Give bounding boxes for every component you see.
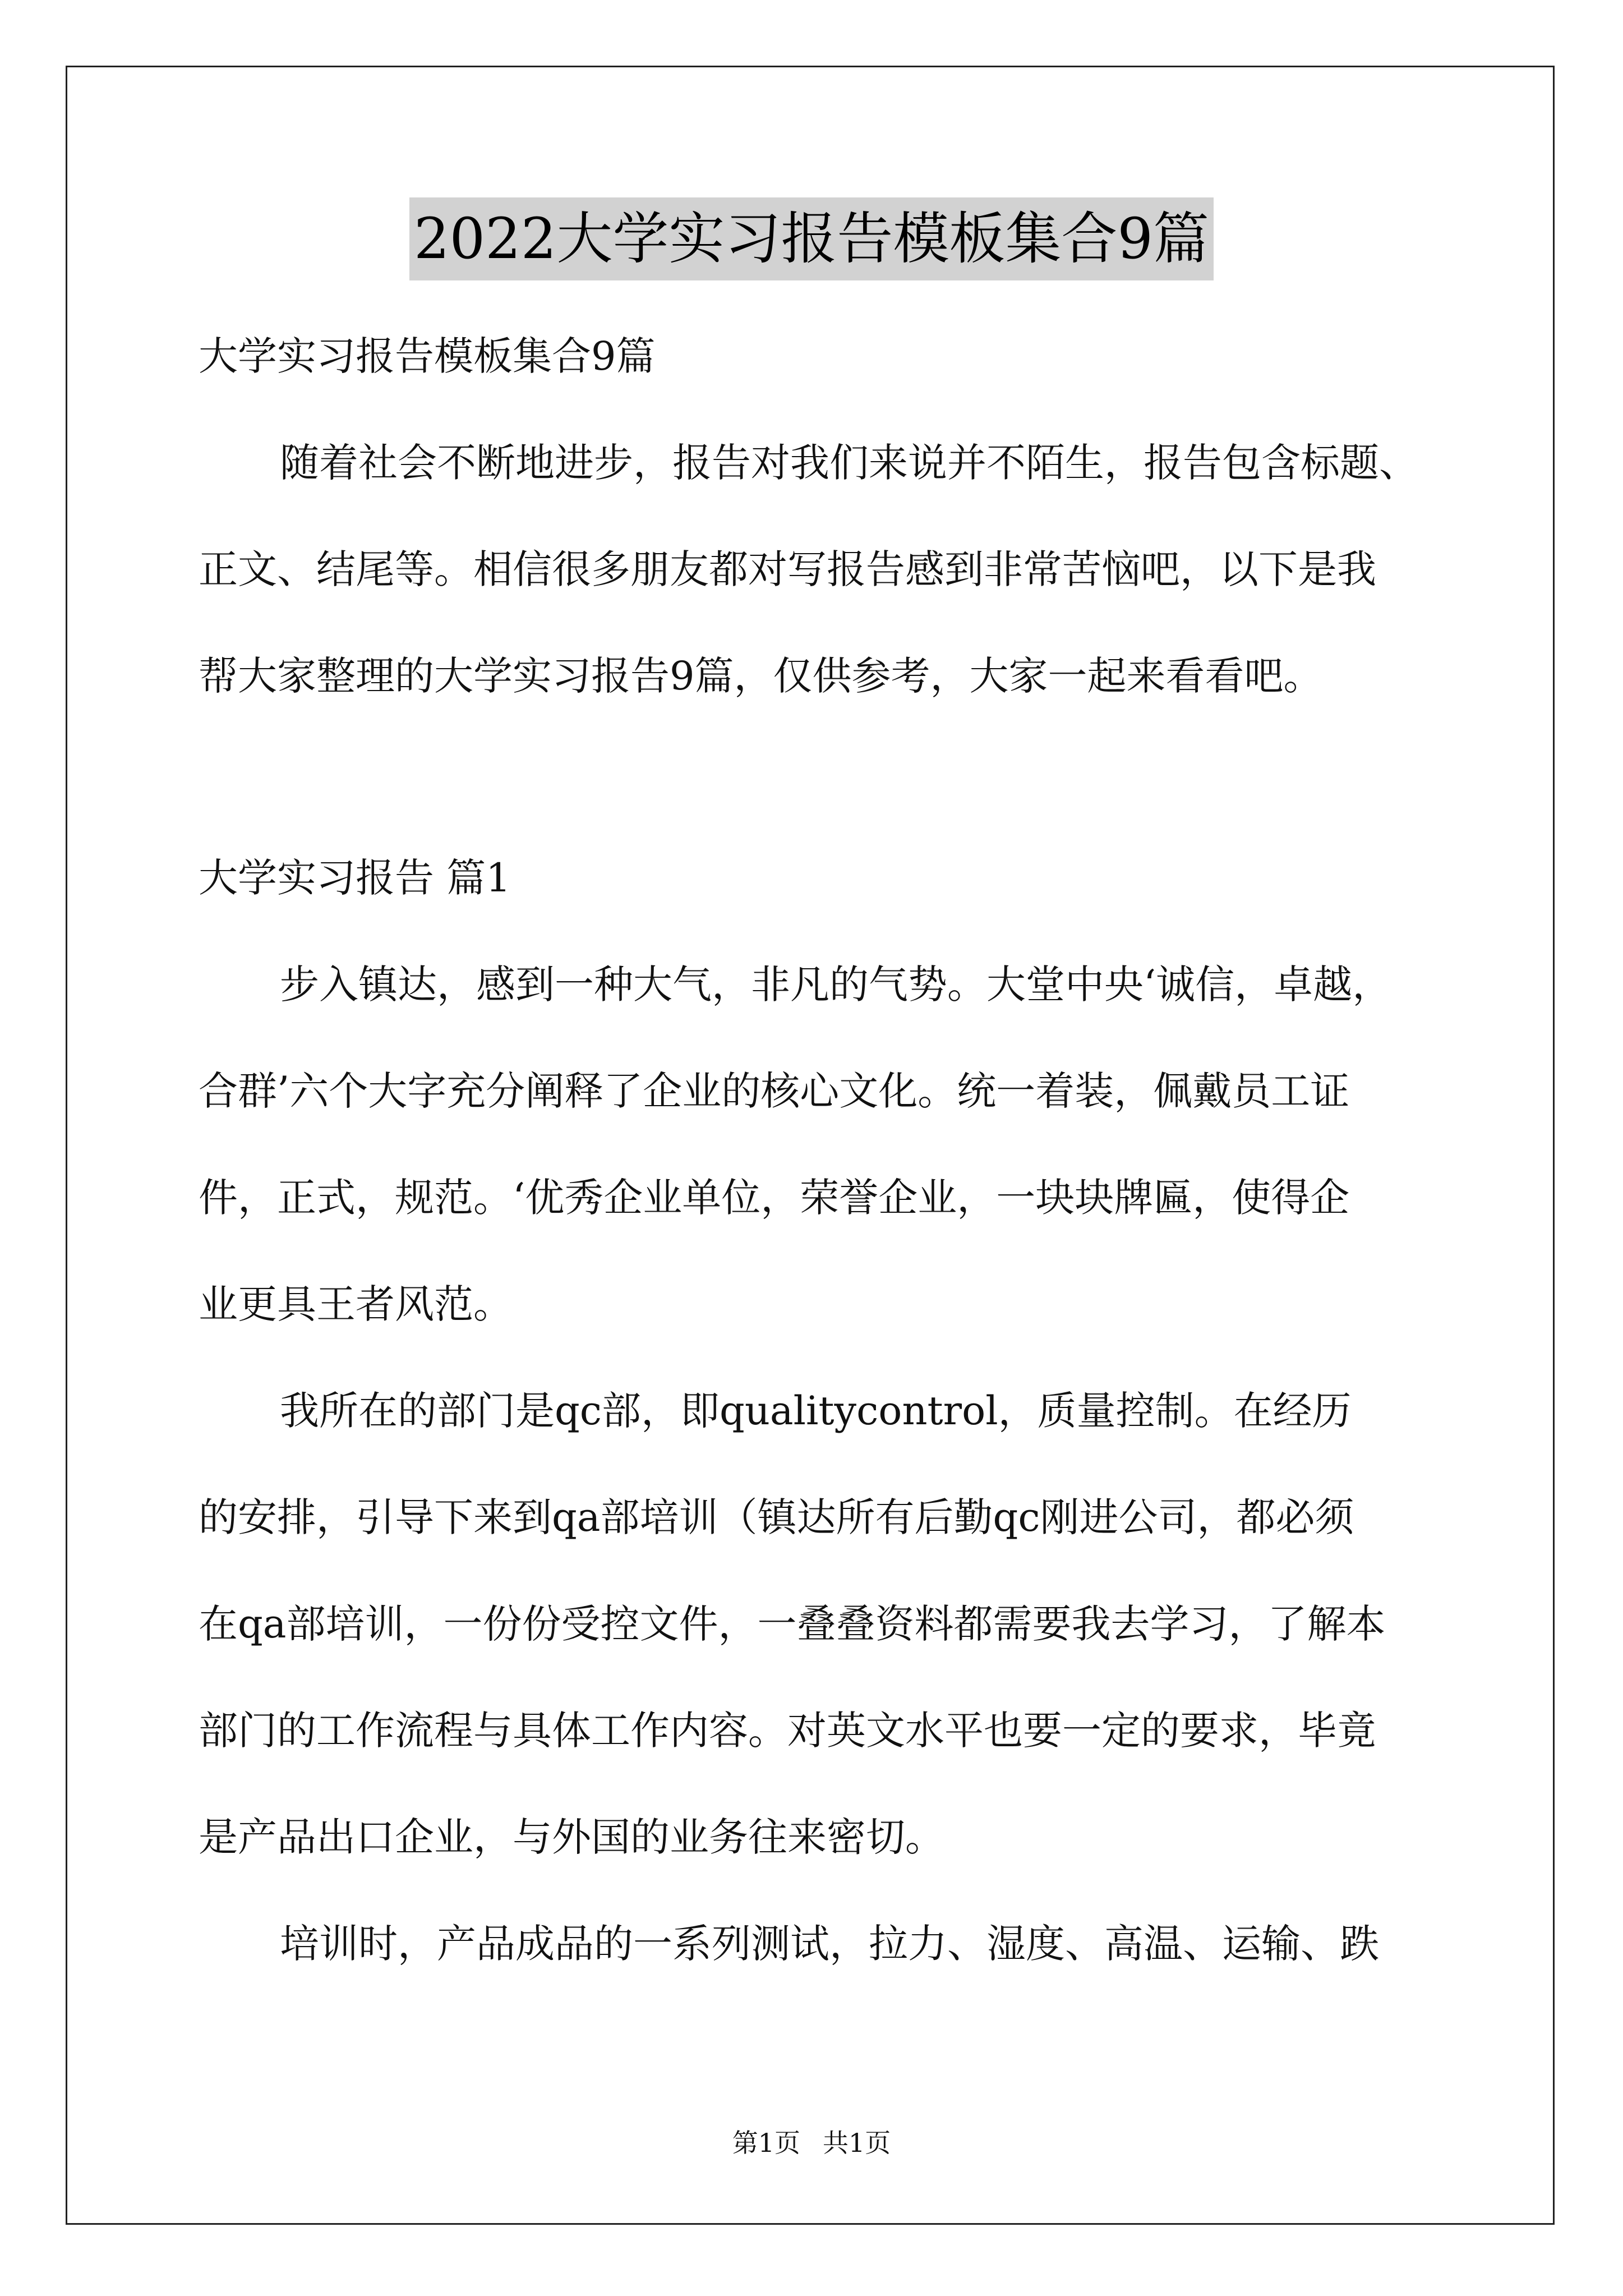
document-title: 2022大学实习报告模板集合9篇	[409, 197, 1214, 280]
paragraph-line: 我所在的部门是qc部，即qualitycontrol，质量控制。在经历	[280, 1388, 1352, 1434]
page-footer	[0, 2126, 1623, 2160]
paragraph-line: 合群’六个大字充分阐释了企业的核心文化。统一着装，佩戴员工证	[199, 1068, 1350, 1114]
section-heading: 大学实习报告 篇1	[199, 855, 511, 901]
intro-line: 帮大家整理的大学实习报告9篇，仅供参考，大家一起来看看吧。	[199, 653, 1323, 699]
paragraph-line: 业更具王者风范。	[199, 1281, 513, 1327]
paragraph-line: 培训时，产品成品的一系列测试，拉力、湿度、高温、运输、跌	[280, 1921, 1379, 1967]
intro-line: 正文、结尾等。相信很多朋友都对写报告感到非常苦恼吧，以下是我	[199, 546, 1376, 592]
document-body	[199, 303, 1432, 1997]
paragraph-line: 的安排，引导下来到qa部培训（镇达所有后勤qc刚进公司，都必须	[199, 1494, 1354, 1540]
paragraph-line: 件，正式，规范。‘优秀企业单位，荣誉企业，一块块牌匾，使得企	[199, 1175, 1350, 1221]
page-number-current: 第1页	[732, 2128, 800, 2158]
title-container	[0, 197, 1623, 280]
paragraph-line: 步入镇达，感到一种大气，非凡的气势。大堂中央‘诚信，卓越，	[280, 961, 1392, 1007]
document-subtitle: 大学实习报告模板集合9篇	[199, 333, 656, 379]
paragraph-line: 是产品出口企业，与外国的业务往来密切。	[199, 1814, 944, 1860]
intro-line: 随着社会不断地进步，报告对我们来说并不陌生，报告包含标题、	[280, 440, 1418, 486]
paragraph-line: 部门的工作流程与具体工作内容。对英文水平也要一定的要求，毕竟	[199, 1708, 1376, 1754]
page-number-total: 共1页	[823, 2128, 891, 2158]
paragraph-line: 在qa部培训，一份份受控文件，一叠叠资料都需要我去学习，了解本	[199, 1601, 1386, 1647]
